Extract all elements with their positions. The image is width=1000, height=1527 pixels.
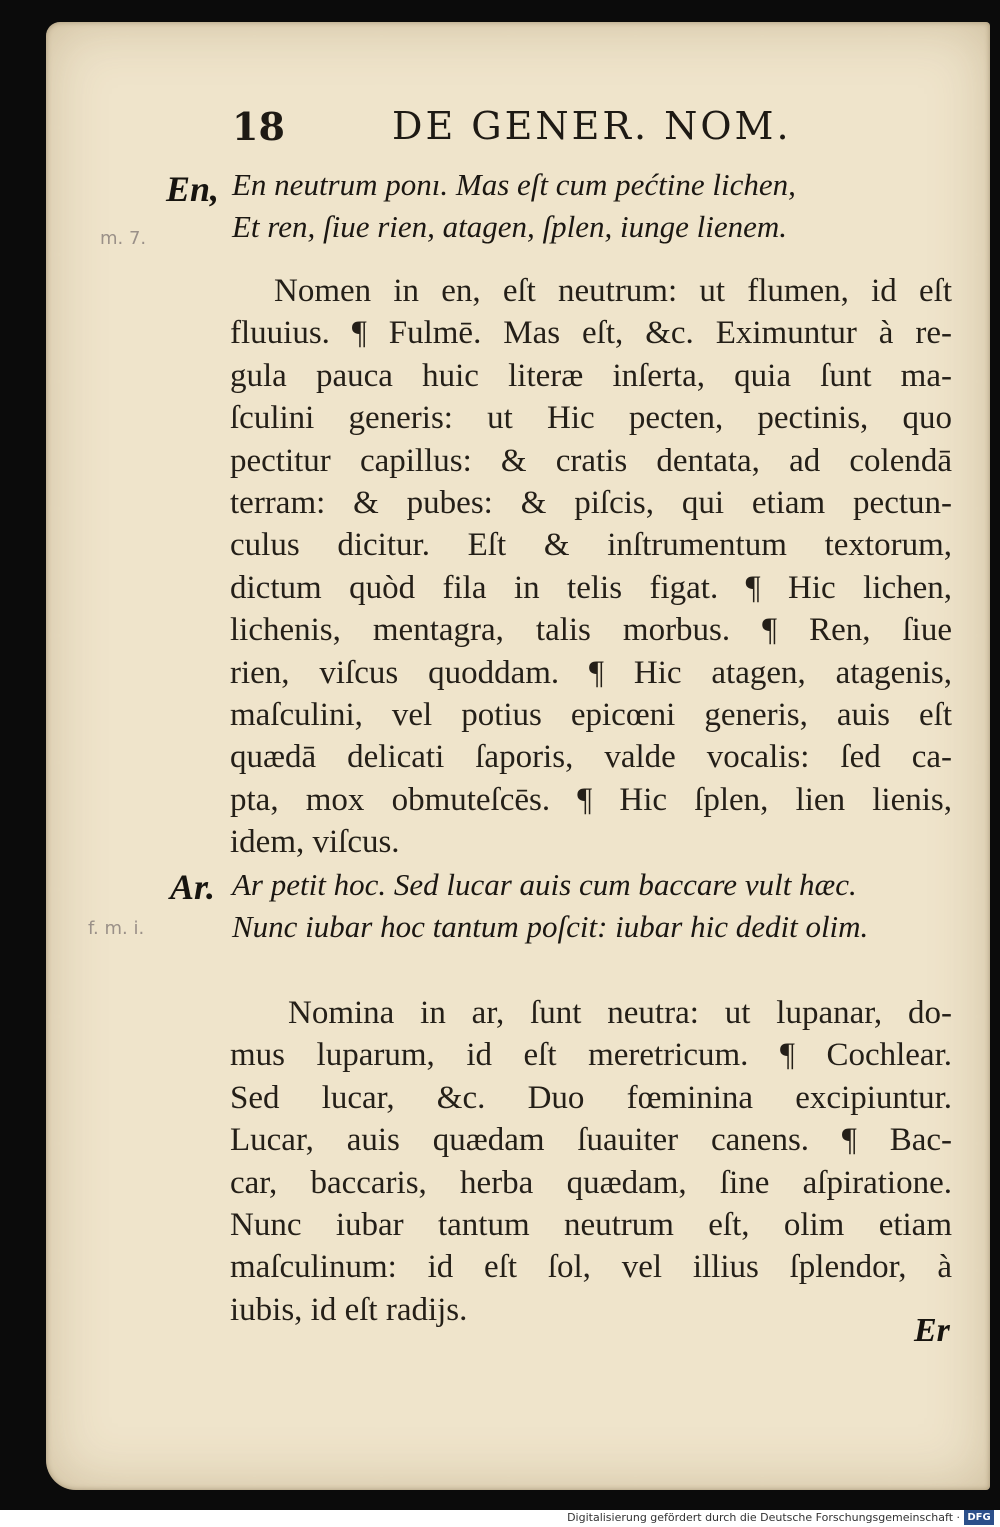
text-line: terram: & pubes: & piſcis, qui etiam pectun- xyxy=(230,484,952,521)
verse-line: Et ren, ſiue rien, atagen, ſplen, iunge lienem. xyxy=(232,209,788,244)
marginal-heading-ar: Ar. xyxy=(170,867,216,907)
text-line: gula pauca huic literæ inſerta, quia ſunt ma- xyxy=(230,357,952,394)
text-line: rien, viſcus quoddam. ¶ Hic atagen, atagenis, xyxy=(230,654,952,691)
text-line: lichenis, mentagra, talis morbus. ¶ Ren, ſiue xyxy=(230,612,952,649)
page-number: 18 xyxy=(232,104,285,149)
dfg-logo-icon: DFG xyxy=(964,1510,994,1525)
text-line: pta, mox obmuteſcēs. ¶ Hic ſplen, lien lienis, xyxy=(230,781,952,818)
text-line: idem, viſcus. xyxy=(230,824,400,861)
text-line: iubis, id eſt radijs. xyxy=(230,1291,468,1328)
text-line: Nomina in ar, ſunt neutra: ut lupanar, do- xyxy=(288,995,952,1031)
page-header xyxy=(232,104,832,154)
pen-annotation: m. 7. xyxy=(100,228,147,249)
catchword: Er xyxy=(914,1312,950,1349)
text-line: car, baccaris, herba quædam, ſine aſpiratione. xyxy=(230,1164,952,1201)
verse-line: Nunc iubar hoc tantum poſcit: iubar hic dedit olim. xyxy=(232,909,869,944)
text-line: Nomen in en, eſt neutrum: ut flumen, id eſt xyxy=(274,273,952,309)
text-line: quædā delicati ſaporis, valde vocalis: ſed ca- xyxy=(230,739,952,776)
text-line: pectitur capillus: & cratis dentata, ad colendā xyxy=(230,442,952,479)
text-line: ſculini generis: ut Hic pecten, pectinis, quo xyxy=(230,400,952,437)
verse-line: Ar petit hoc. Sed lucar auis cum baccare vult hæc. xyxy=(232,867,857,902)
text-line: fluuius. ¶ Fulmē. Mas eſt, &c. Eximuntur à re- xyxy=(230,315,952,352)
verse-line: En neutrum ponı. Mas eſt cum pećtine lichen, xyxy=(232,167,796,202)
text-line: Sed lucar, &c. Duo fœminina excipiuntur. xyxy=(230,1079,952,1116)
text-line: maſculinum: id eſt ſol, vel illius ſplendor, à xyxy=(230,1249,952,1286)
text-line: maſculini, vel potius epicœni generis, auis eſt xyxy=(230,696,952,733)
text-line: Lucar, auis quædam ſuauiter canens. ¶ Bac- xyxy=(230,1122,952,1159)
verse-rule-ar xyxy=(232,864,868,948)
verse-rule-en xyxy=(232,164,796,248)
running-title: DE GENER. NOM. xyxy=(392,104,792,148)
pen-annotation: f. m. i. xyxy=(88,918,145,939)
commentary-ar xyxy=(230,992,952,1331)
text-line: dictum quòd fila in telis figat. ¶ Hic lichen, xyxy=(230,569,952,606)
text-line: culus dicitur. Eſt & inſtrumentum textorum, xyxy=(230,527,952,564)
commentary-en xyxy=(230,270,952,863)
text-line: Nunc iubar tantum neutrum eſt, olim etiam xyxy=(230,1206,952,1243)
marginal-heading-en: En, xyxy=(166,169,220,209)
text-line: mus luparum, id eſt meretricum. ¶ Cochlear. xyxy=(230,1037,952,1074)
funding-credit: Digitalisierung gefördert durch die Deutsche Forschungsgemeinschaft · xyxy=(567,1511,960,1524)
